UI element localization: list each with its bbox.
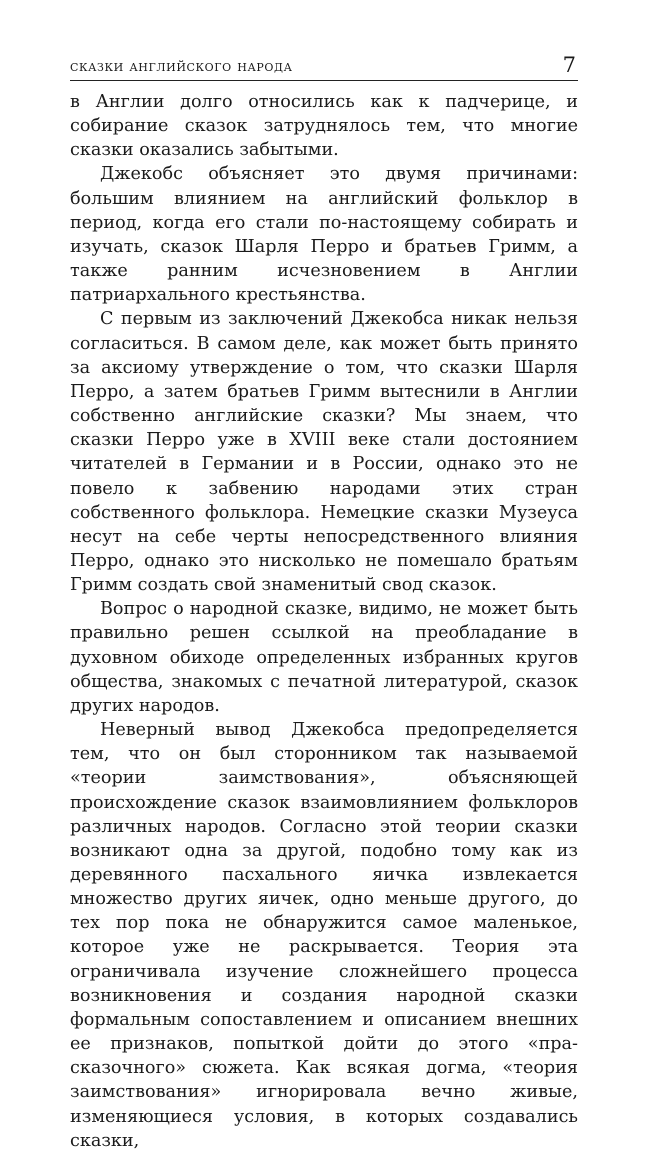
page-number: 7 <box>562 53 576 77</box>
paragraph: Джекобс объясняет это двумя причинами: большим влиянием на английский фольклор в период, когда его стали по-настоящему собирать и изучать, сказок Шарля Перро и братьев Гримм, а также ранним исчезновением в Англии патриархального крестьянства. <box>70 164 578 306</box>
paragraph: С первым из заключений Джекобса никак нельзя согласиться. В самом деле, как может быть принято за аксиому утверждение о том, что сказки Шарля Перро, а затем братьев Гримм вытеснили в Англии собственно английские сказки? Мы знаем, что сказки Перро уже в XVIII веке стали достоянием читателей в Германии и в России, однако это не повело к забвению народами этих стран собственного фольклора. Немецкие сказки Музеуса несут на себе черты непосредственного влияния Перро, однако это нисколько не помешало братьям Гримм создать свой знаменитый свод сказок. <box>70 309 578 596</box>
running-title: сказки английского народа <box>70 57 293 75</box>
paragraph: Вопрос о народной сказке, видимо, не может быть правильно решен ссылкой на преобладание в духовном обиходе определенных избранных кругов общества, знакомых с печатной литературой, сказок других народов. <box>70 599 578 716</box>
body-text <box>70 90 578 1153</box>
running-header <box>70 50 578 81</box>
paragraph-continues-next-page: Неверный вывод Джекобса предопределяется тем, что он был сторонником так называемой «теории заимствования», объясняющей происхождение сказок взаимовлиянием фольклоров различных народов. Согласно этой теории сказки возникают одна за другой, подобно тому как из деревянного пасхального яичка извлекается множество других яичек, одно меньше другого, до тех пор пока не обнаружится самое маленькое, которое уже не раскрывается. Теория эта ограничивала изучение сложнейшего процесса возникновения и создания народной сказки формальным сопоставлением и описанием внешних ее признаков, попыткой дойти до этого «прасказочного» сюжета. Как всякая догма, «теория заимствования» игнорировала вечно живые, изменяющиеся условия, в которых создавались сказки, <box>70 720 578 1151</box>
paragraph-continued: в Англии долго относились как к падчерице, и собирание сказок затруднялось тем, что многие сказки оказались забытыми. <box>70 92 578 161</box>
